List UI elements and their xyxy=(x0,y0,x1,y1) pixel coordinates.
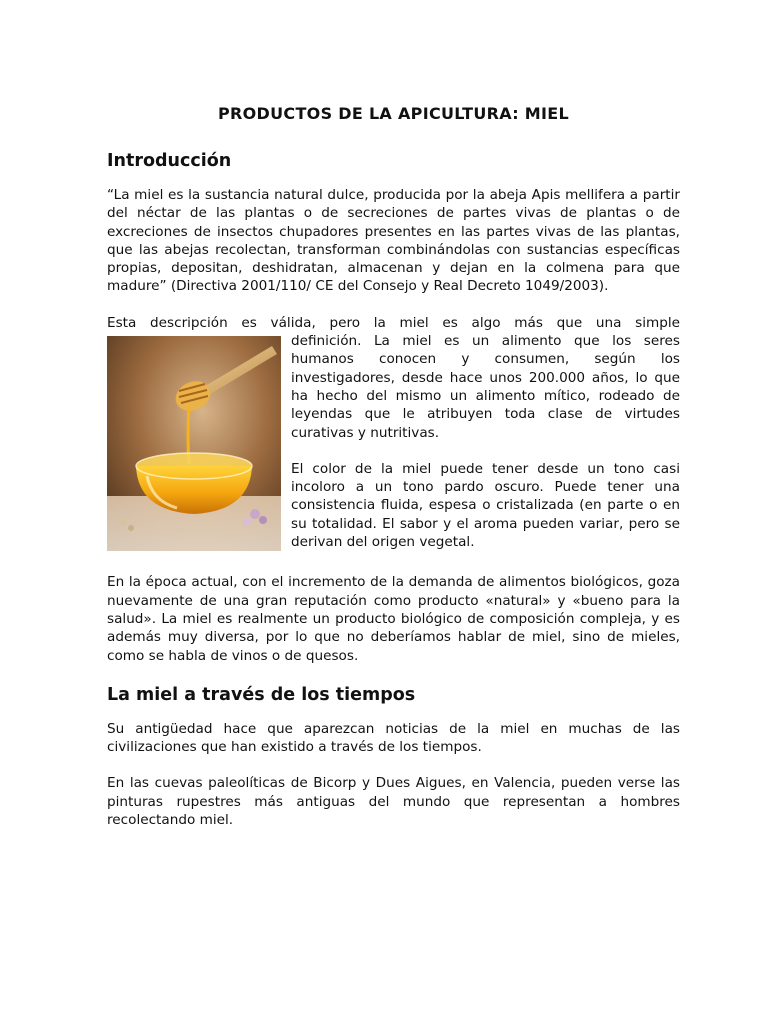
paragraph-biologic: En la época actual, con el incremento de la demanda de alimentos biológicos, goza nuevamente de una gran reputación como producto «natural» y «bueno para la salud». La miel es realmente un producto biológico de composición compleja, y es además muy diversa, por lo que no deberíamos hablar de miel, sino de mieles, como se habla de vinos o de quesos. xyxy=(107,574,680,664)
document-title: PRODUCTOS DE LA APICULTURA: MIEL xyxy=(217,104,570,123)
paragraph-antiguedad: Su antigüedad hace que aparezcan noticias de la miel en muchas de las civilizaciones que han existido a través de los tiempos. xyxy=(107,720,680,756)
document-page xyxy=(107,103,680,847)
paragraph-description-rest: definición. La miel es un alimento que los seres humanos conocen y consumen, según los investigadores, desde hace unos 200.000 años, lo que ha hecho del mismo un alimento mítico, rodeado de leyendas que le atribuyen toda clase de virtudes curativas y nutritivas. xyxy=(291,333,680,441)
section-heading-historia: La miel a través de los tiempos xyxy=(107,684,416,705)
paragraph-description-lead: Esta descripción es válida, pero la miel es algo más que una simple xyxy=(107,314,680,331)
section-heading-introduccion: Introducción xyxy=(107,151,232,171)
image-text-block xyxy=(107,314,680,574)
paragraph-color: El color de la miel puede tener desde un tono casi incoloro a un tono pardo oscuro. Puede tener una consistencia fluida, espesa o cristalizada (en parte o en su totalidad. El sabor y el aroma pueden variar, pero se derivan del origen vegetal. xyxy=(291,460,680,551)
honey-bowl-photo xyxy=(107,336,281,551)
paragraph-definition: “La miel es la sustancia natural dulce, producida por la abeja Apis mellifera a partir del néctar de las plantas o de secreciones de partes vivas de plantas o de excreciones de insectos chupadores presentes en las partes vivas de las plantas, que las abejas recolectan, transforman combinándolas con sustancias específicas propias, depositan, deshidratan, almacenan y dejan en la colmena para que madure” (Directiva 2001/110/ CE del Consejo y Real Decreto 1049/2003). xyxy=(107,187,680,295)
paragraph-cuevas: En las cuevas paleolíticas de Bicorp y Dues Aigues, en Valencia, pueden verse las pinturas rupestres más antiguas del mundo que representan a hombres recolectando miel. xyxy=(107,775,680,829)
